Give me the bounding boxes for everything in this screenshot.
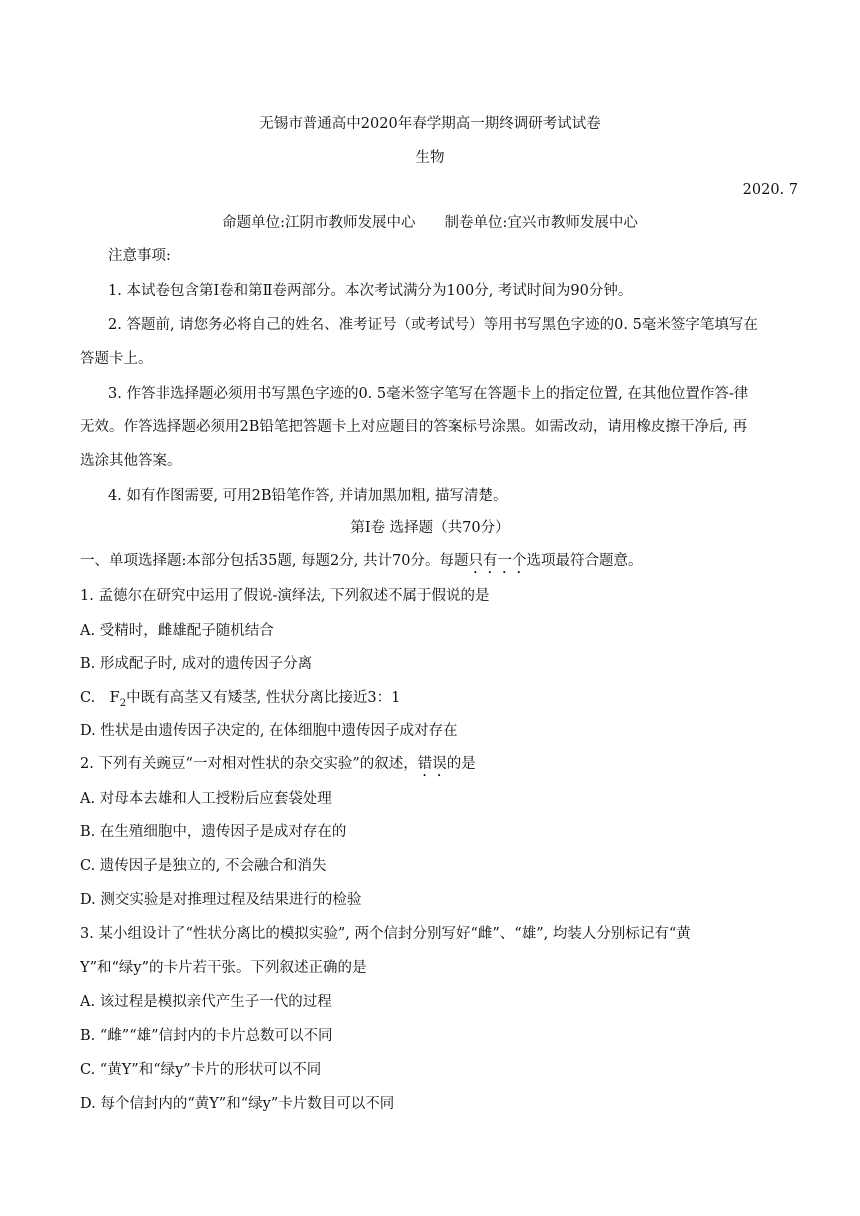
question-3-option-d: D. 每个信封内的“黄Y”和“绿y”卡片数目可以不同 [80,1096,395,1112]
instructions-text-2: 选项最符合题意。 [526,553,643,569]
note-3-line-3: 选涂其他答案。 [80,453,182,469]
question-3-option-b: B. “雌”“雄”信封内的卡片总数可以不同 [80,1028,333,1044]
note-3-line-2: 无效。作答选择题必须用2B铅笔把答题卡上对应题目的答案标号涂黑。如需改动，请用橡皮擦干净后, 再 [80,419,748,435]
question-2-option-c: C. 遗传因子是独立的, 不会融合和消失 [80,858,327,874]
q2-stem-text-1: 2. 下列有关豌豆“一对相对性状的杂交实验”的叙述， [80,756,418,772]
note-2-line-1: 2. 答题前, 请您务必将自己的姓名、准考证号（或考试号）等用书写黑色字迹的0. 5毫米签字笔填写在 [108,317,758,333]
question-1-option-d: D. 性状是由遗传因子决定的, 在体细胞中遗传因子成对存在 [80,723,458,739]
question-2-option-b: B. 在生殖细胞中，遗传因子是成对存在的 [80,824,347,840]
question-1-option-c [80,688,400,708]
note-3-line-1: 3. 作答非选择题必须用书写黑色字迹的0. 5毫米签字笔写在答题卡上的指定位置, 在其他位置作答-律 [108,386,749,402]
question-3-stem-line-1: 3. 某小组设计了“性状分离比的模拟实验”, 两个信封分别写好“雌”、“雄”, 均装人分别标记有“黄 [80,926,691,942]
option-c-text-2: 中既有高茎又有矮茎, 性状分离比接近3：1 [126,690,401,706]
q2-stem-text-2: 的是 [446,756,476,772]
section-1-title: 第Ⅰ卷 选择题（共70分） [350,520,510,536]
instructions-emphasis: 只有一个 [468,553,527,569]
question-2-option-a: A. 对母本去雄和人工授粉后应套袋处理 [80,791,332,807]
note-2-line-2: 答题卡上。 [80,351,153,367]
note-4: 4. 如有作图需要, 可用2B铅笔作答, 并请加黑加粗, 描写清楚。 [108,488,508,504]
option-c-subscript: 2 [119,697,127,709]
issuing-units: 命题单位:江阴市教师发展中心 制卷单位:宜兴市教师发展中心 [222,215,638,231]
question-3-option-a: A. 该过程是模拟亲代产生子一代的过程 [80,994,332,1010]
notes-heading: 注意事项: [108,248,171,264]
question-1-option-a: A. 受精时，雌雄配子随机结合 [80,623,274,639]
question-2-option-d: D. 测交实验是对推理过程及结果进行的检验 [80,892,362,908]
note-1: 1. 本试卷包含第Ⅰ卷和第Ⅱ卷两部分。本次考试满分为100分, 考试时间为90分钟。 [108,283,633,299]
question-2-stem [80,754,476,780]
question-1-option-b: B. 形成配子时, 成对的遗传因子分离 [80,656,313,672]
exam-date: 2020. 7 [742,182,798,198]
instructions-text-1: 一、单项选择题:本部分包括35题, 每题2分, 共计70分。每题 [80,553,469,569]
section-1-instructions [80,551,642,577]
option-c-text-1: C. F [80,690,120,706]
question-3-stem-line-2: Y”和“绿y”的卡片若干张。下列叙述正确的是 [80,960,367,976]
exam-title: 无锡市普通高中2020年春学期高一期终调研考试试卷 [259,116,601,132]
question-3-option-c: C. “黄Y”和“绿y”卡片的形状可以不同 [80,1062,322,1078]
subject-title: 生物 [415,150,445,166]
question-1-stem: 1. 孟德尔在研究中运用了假说-演绎法, 下列叙述不属于假说的是 [80,588,490,604]
q2-stem-emphasis: 错误 [417,756,447,772]
